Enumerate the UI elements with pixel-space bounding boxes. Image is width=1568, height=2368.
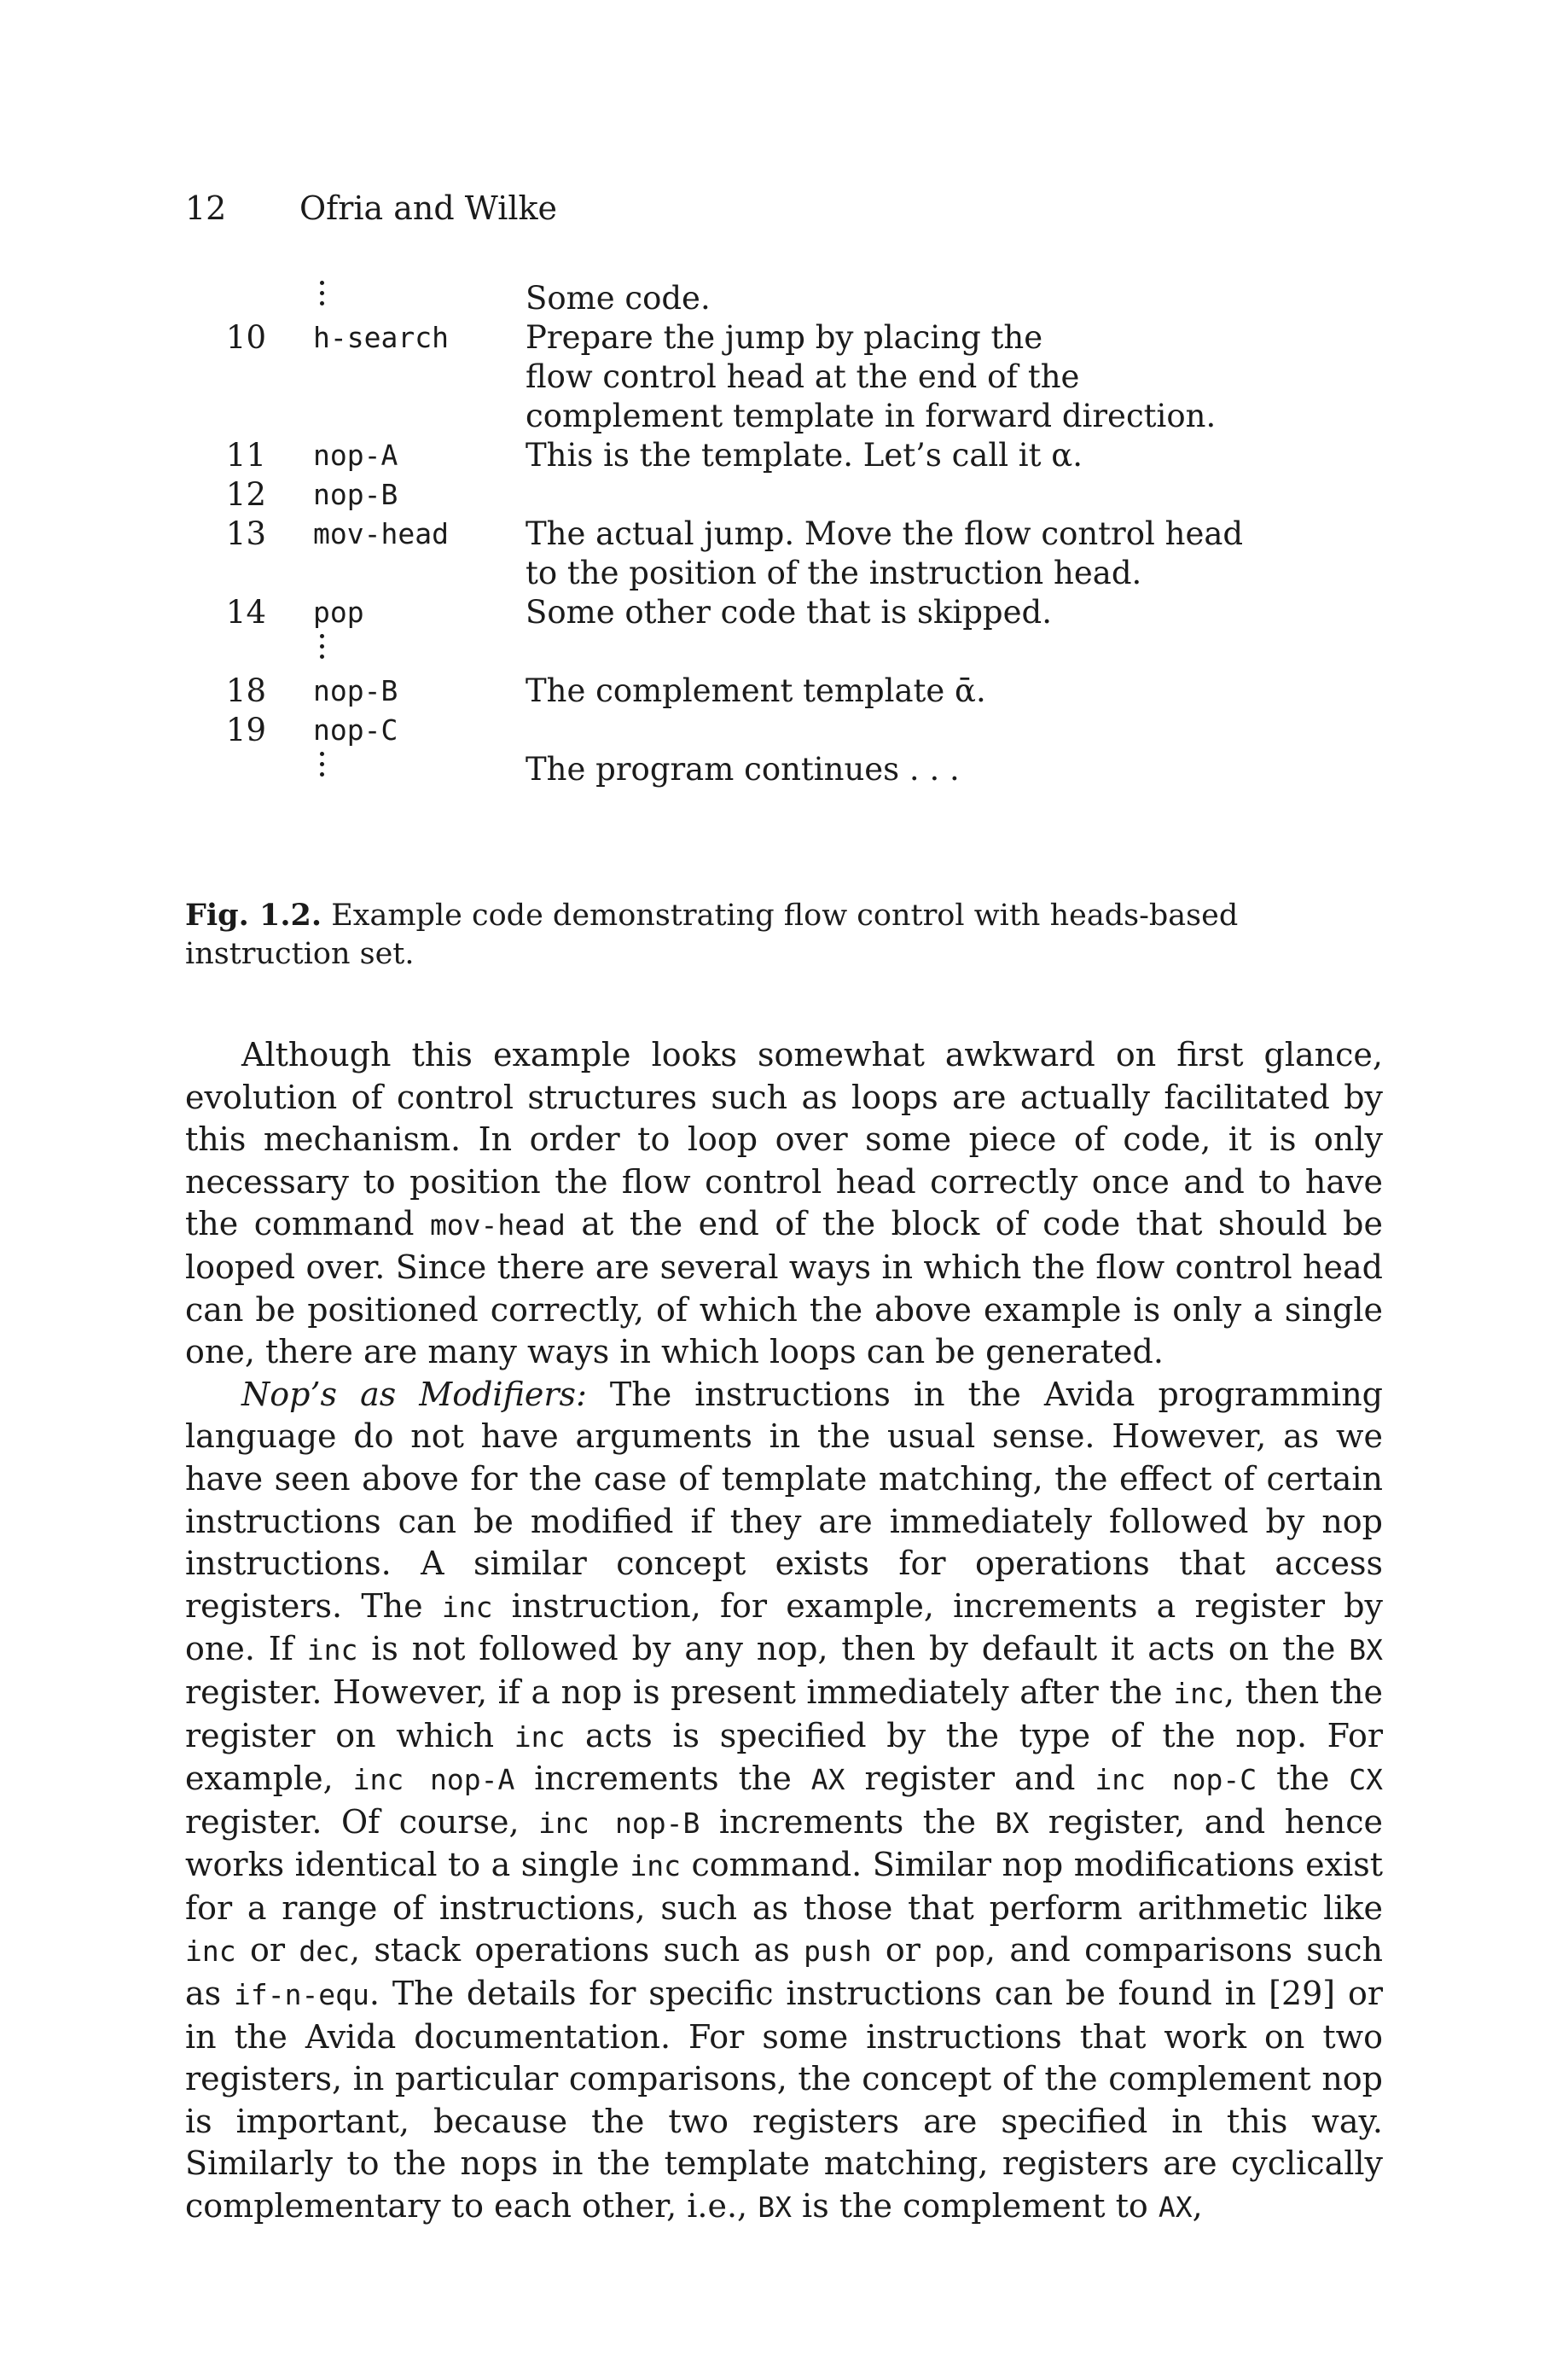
text-run: register, and hence works identical to a single xyxy=(185,1802,1383,1884)
listing-row xyxy=(185,275,1397,317)
text-run: . The details for specific instructions can be found in [29] or in the Avida documentation. For some instructions that work on two registers, in particular comparisons, the concept of the complement nop is important, because the two registers are specified in this way. Similarly to the nops in the template matching, registers are cyclically complementary to each other, i.e., xyxy=(185,1975,1383,2225)
instruction-comment: The complement template ᾱ. xyxy=(526,672,986,709)
listing-row xyxy=(185,628,1397,667)
inline-code: inc nop-C xyxy=(1095,1763,1257,1797)
inline-code: inc nop-B xyxy=(538,1806,700,1840)
text-run: , xyxy=(1192,2187,1203,2225)
inline-code: inc xyxy=(441,1590,493,1624)
listing-row xyxy=(185,393,1397,432)
inline-code: if-n-equ xyxy=(233,1978,369,2012)
text-run: at the end of the block of code that should be looped over. Since there are several ways in which the flow control head can be positioned correctly, of which the above example is only a single one, there are many ways in which loops can be generated. xyxy=(185,1205,1383,1371)
text-run: The instructions in the Avida programming language do not have arguments in the usual sense. However, as we have seen above for the case of template matching, the effect of certain instructions can be modified if they are immediately followed by nop instructions. A similar concept exists for operations that access registers. The xyxy=(185,1375,1383,1625)
text-run: the xyxy=(1257,1760,1350,1798)
listing-row xyxy=(185,589,1397,631)
instruction-comment: Some other code that is skipped. xyxy=(526,594,1052,631)
text-run: or xyxy=(871,1931,935,1969)
listing-row xyxy=(185,471,1397,513)
code-listing xyxy=(185,275,1397,788)
instruction-comment: The program continues . . . xyxy=(526,751,960,788)
text-run: is not followed by any nop, then by default it acts on the xyxy=(357,1630,1350,1668)
listing-row xyxy=(185,550,1397,589)
figure-caption xyxy=(185,896,1383,974)
instruction-comment: complement template in forward direction. xyxy=(526,398,1217,434)
ellipsis-dots-icon xyxy=(313,628,339,667)
line-number: 18 xyxy=(225,672,266,709)
inline-code: BX xyxy=(995,1806,1030,1840)
instruction: mov-head xyxy=(313,517,449,550)
inline-code: pop xyxy=(934,1935,985,1969)
instruction: nop-B xyxy=(313,478,398,511)
instruction: nop-B xyxy=(313,674,398,707)
instruction-comment: Some code. xyxy=(526,280,711,317)
instruction-comment: The actual jump. Move the flow control head xyxy=(526,515,1244,552)
text-run: is the complement to xyxy=(791,2187,1159,2225)
text-run: register. However, if a nop is present immediately after the xyxy=(185,1673,1174,1711)
paragraph xyxy=(185,1374,1383,2229)
text-run: acts is specified by the type of the nop. For example, xyxy=(185,1716,1384,1798)
text-run: , and comparisons such as xyxy=(185,1931,1384,2013)
listing-row xyxy=(185,432,1397,474)
instruction-comment: to the position of the instruction head. xyxy=(526,555,1142,591)
text-run: or xyxy=(235,1931,299,1969)
inline-code: BX xyxy=(758,2191,792,2225)
instruction-comment: This is the template. Let’s call it α. xyxy=(526,437,1083,474)
inline-code: inc xyxy=(185,1935,236,1969)
listing-row xyxy=(185,510,1397,550)
inline-code: CX xyxy=(1349,1763,1384,1797)
text-run: command. Similar nop modifications exist for a range of instructions, such as those that perform arithmetic like xyxy=(185,1846,1383,1927)
inline-code: AX xyxy=(1158,2191,1193,2225)
line-number: 13 xyxy=(225,515,266,552)
inline-code: AX xyxy=(810,1763,845,1797)
listing-row xyxy=(185,353,1397,393)
line-number: 19 xyxy=(225,712,266,748)
page-number: 12 xyxy=(185,189,227,227)
paragraph xyxy=(185,1034,1383,1374)
run-in-heading: Nop’s as Modifiers: xyxy=(241,1375,587,1413)
line-number: 14 xyxy=(225,594,266,631)
inline-code: mov-head xyxy=(429,1208,566,1242)
inline-code: dec xyxy=(299,1935,350,1969)
line-number: 10 xyxy=(225,319,266,356)
text-run: , stack operations such as xyxy=(349,1931,804,1969)
inline-code: inc xyxy=(630,1849,681,1883)
inline-code: BX xyxy=(1349,1633,1383,1667)
figure-caption-text: Example code demonstrating flow control with heads-based instruction set. xyxy=(185,899,1239,971)
listing-row xyxy=(185,667,1397,707)
figure-label: Fig. 1.2. xyxy=(185,898,322,933)
line-number: 11 xyxy=(225,437,266,474)
instruction: pop xyxy=(313,596,364,629)
body-text xyxy=(185,1034,1383,2229)
running-title: Ofria and Wilke xyxy=(299,189,558,227)
ellipsis-dots-icon xyxy=(313,746,339,785)
instruction-comment: flow control head at the end of the xyxy=(526,358,1080,395)
text-run: register. Of course, xyxy=(185,1802,539,1841)
ellipsis-dots-icon xyxy=(313,275,339,314)
text-run: Although this example looks somewhat awkward on first glance, evolution of control structures such as loops are actually facilitated by this mechanism. In order to loop over some piece of code, it is only necessary to position the flow control head correctly once and to have the command xyxy=(185,1036,1383,1243)
text-run: instruction, for example, increments a register by one. If xyxy=(185,1586,1384,1668)
listing-row xyxy=(185,707,1397,746)
instruction: nop-A xyxy=(313,439,398,472)
text-run: register and xyxy=(845,1760,1095,1798)
running-header xyxy=(185,189,557,227)
instruction: h-search xyxy=(313,321,449,354)
listing-row xyxy=(185,314,1397,356)
listing-row xyxy=(185,746,1397,788)
inline-code: inc nop-A xyxy=(352,1763,515,1797)
instruction: nop-C xyxy=(313,713,398,747)
instruction-comment: Prepare the jump by placing the xyxy=(526,319,1043,356)
text-run: , then the register on which xyxy=(185,1673,1383,1754)
text-run: increments the xyxy=(700,1802,996,1841)
inline-code: push xyxy=(804,1935,872,1969)
inline-code: inc xyxy=(514,1719,566,1754)
inline-code: inc xyxy=(306,1633,358,1667)
inline-code: inc xyxy=(1173,1676,1224,1710)
line-number: 12 xyxy=(225,476,266,513)
text-run: increments the xyxy=(514,1760,811,1798)
